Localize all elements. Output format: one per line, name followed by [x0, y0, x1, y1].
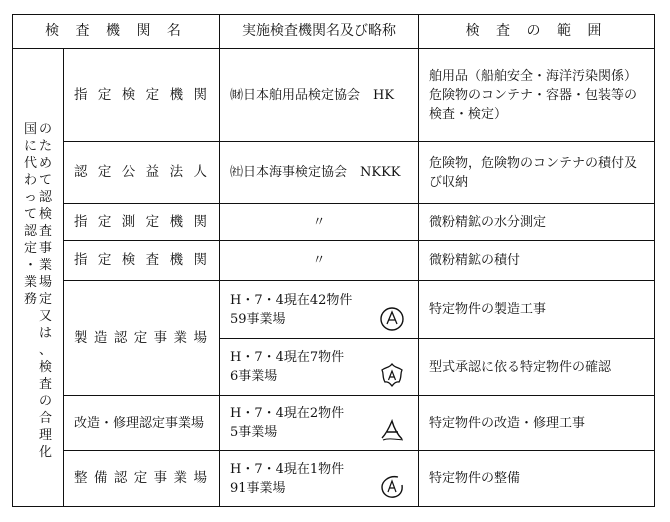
maint-agency-cell: [219, 450, 418, 506]
row-scope-cell: [418, 203, 654, 240]
circle-a-mark-icon: [378, 304, 406, 332]
vertical-char: て: [23, 207, 37, 222]
row-name-char: 定: [97, 213, 112, 230]
factory-name-char: 造: [93, 329, 108, 346]
inspection-agency-table: [12, 14, 655, 507]
row-name-char: 定: [145, 86, 160, 103]
vertical-char: た: [38, 139, 52, 154]
maint-name-char: 場: [193, 470, 207, 486]
vertical-char: 化: [38, 445, 52, 460]
status-line: H・7・4現在7物件: [230, 350, 345, 365]
factory-sub-agency-cell: [219, 280, 418, 338]
open-circle-a-mark-icon: [378, 472, 406, 500]
vertical-char: 検: [38, 360, 52, 375]
maint-name-char: 業: [173, 470, 188, 486]
row-name-char: 指: [74, 86, 88, 103]
vertical-char: 国: [23, 122, 37, 137]
vertical-char: っ: [23, 190, 37, 205]
header-agency-name: 検 査 機 関 名: [45, 23, 187, 39]
factory-name-char: 定: [133, 329, 148, 346]
maint-name-char: 事: [153, 470, 168, 486]
row-name-char: 検: [121, 86, 136, 103]
maint-scope-cell: [418, 450, 654, 506]
row-name-char: 認: [74, 164, 88, 180]
row-scope: 舶用品（船舶安全・海洋汚染関係）危険物のコンテナ・容器・包装等の検査・検定）: [429, 68, 638, 122]
vertical-char: 検: [38, 207, 52, 222]
vertical-char: の: [38, 394, 52, 409]
row-scope-cell: [418, 48, 654, 141]
row-name-cell: [63, 48, 219, 141]
left-group-column-a: [23, 121, 38, 506]
sakura-a-mark-icon: [378, 361, 406, 389]
vertical-char: 又: [38, 309, 52, 324]
vertical-char: 業: [38, 258, 52, 273]
row-name-char: 機: [169, 213, 184, 230]
left-group-column-b: [38, 121, 53, 506]
row-name-char: 定: [145, 213, 160, 230]
vertical-char: 務: [23, 292, 37, 307]
vertical-char: め: [38, 156, 52, 171]
maint-name-char: 定: [133, 470, 148, 486]
row-agency-cell: [219, 240, 418, 280]
row-name-cell: [63, 203, 219, 240]
count-line: 5事業場: [230, 425, 278, 440]
header-scope: 検 査 の 範 囲: [418, 15, 654, 48]
repair-agency-cell: [219, 395, 418, 450]
row-scope: 特定物件の改造・修理工事: [429, 415, 586, 431]
status-line: H・7・4現在2物件: [230, 406, 345, 421]
status-line: H・7・4現在42物件: [230, 292, 353, 308]
vertical-char: に: [23, 139, 37, 154]
vertical-char: 事: [38, 241, 52, 256]
repair-name-cell: [63, 395, 219, 450]
vertical-char: わ: [23, 173, 37, 188]
row-scope: 危険物，危険物のコンテナの積付及び収納: [429, 155, 638, 190]
row-name-char: 機: [169, 252, 184, 268]
factory-name-char: 製: [74, 329, 88, 346]
vertical-char: 、: [38, 343, 52, 358]
row-name-char: 機: [169, 86, 184, 103]
row-agency: ㈳日本海事検定協会 NKKK: [230, 165, 401, 180]
row-agency-cell: [219, 203, 418, 240]
repair-scope-cell: [418, 395, 654, 450]
row-name-char: 指: [74, 213, 88, 230]
row-name-char: 定: [97, 252, 112, 268]
row-name-char: 関: [193, 213, 207, 230]
row-scope: 特定物件の製造工事: [429, 302, 547, 317]
vertical-char: は: [38, 326, 52, 341]
factory-name-char: 場: [193, 329, 207, 346]
vertical-char: 定: [38, 292, 52, 307]
row-name-char: 指: [74, 252, 88, 268]
row-scope-cell: [418, 240, 654, 280]
left-group-label: [13, 48, 63, 506]
vertical-char: 認: [23, 224, 37, 239]
row-name-char: 益: [145, 164, 160, 180]
ditto-mark: 〃: [312, 214, 326, 230]
vertical-char: 査: [38, 224, 52, 239]
row-scope: 微粉精鉱の積付: [429, 253, 521, 268]
vertical-char: 査: [38, 377, 52, 392]
count-line: 6事業場: [230, 369, 278, 384]
row-name-char: 定: [97, 86, 112, 103]
row-scope-cell: [418, 141, 654, 203]
maint-name-char: 整: [74, 470, 88, 486]
maint-name-cell: [63, 450, 219, 506]
vertical-char: 認: [38, 190, 52, 205]
status-line: H・7・4現在1物件: [230, 461, 345, 477]
row-name-char: 関: [193, 86, 207, 103]
factory-sub-scope-cell: [418, 280, 654, 338]
row-agency-cell: [219, 141, 418, 203]
maint-name-char: 認: [113, 470, 128, 486]
row-name-char: 定: [97, 164, 112, 180]
ditto-mark: 〃: [312, 253, 326, 268]
factory-name-char: 認: [113, 329, 128, 346]
repair-name: 改造・修理認定事業場: [74, 415, 205, 431]
factory-name-char: 事: [153, 329, 168, 346]
row-name-char: 法: [169, 164, 184, 180]
factory-name-char: 業: [173, 329, 188, 346]
row-scope: 型式承認に依る特定物件の確認: [429, 359, 612, 375]
row-name-char: 検: [121, 252, 136, 268]
row-name-char: 公: [121, 164, 136, 180]
vertical-char: の: [38, 122, 52, 137]
stroke-a-mark-icon: [378, 416, 406, 444]
row-name-char: 人: [193, 164, 207, 180]
row-agency: ㈶日本舶用品検定協会 HK: [230, 87, 395, 103]
count-line: 91事業場: [230, 480, 286, 496]
vertical-char: ・: [23, 258, 37, 273]
row-agency-cell: [219, 48, 418, 141]
factory-name-cell: [63, 280, 219, 395]
vertical-char: 業: [23, 275, 37, 290]
vertical-char: て: [38, 173, 52, 188]
row-name-char: 関: [193, 252, 207, 268]
count-line: 59事業場: [230, 311, 286, 327]
vertical-char: 定: [23, 241, 37, 256]
factory-sub-agency-cell: [219, 338, 418, 395]
maint-name-char: 備: [93, 470, 108, 486]
vertical-char: 理: [38, 428, 52, 443]
row-name-cell: [63, 240, 219, 280]
header-agency-abbrev: 実施検査機関名及び略称: [219, 15, 418, 48]
vertical-char: 代: [23, 156, 37, 171]
vertical-char: 場: [38, 275, 52, 290]
row-name-char: 査: [145, 252, 160, 268]
row-name-char: 測: [121, 213, 136, 230]
vertical-char: 合: [38, 411, 52, 426]
row-name-cell: [63, 141, 219, 203]
row-scope: 特定物件の整備: [429, 471, 521, 486]
factory-sub-scope-cell: [418, 338, 654, 395]
row-scope: 微粉精鉱の水分測定: [429, 214, 547, 230]
